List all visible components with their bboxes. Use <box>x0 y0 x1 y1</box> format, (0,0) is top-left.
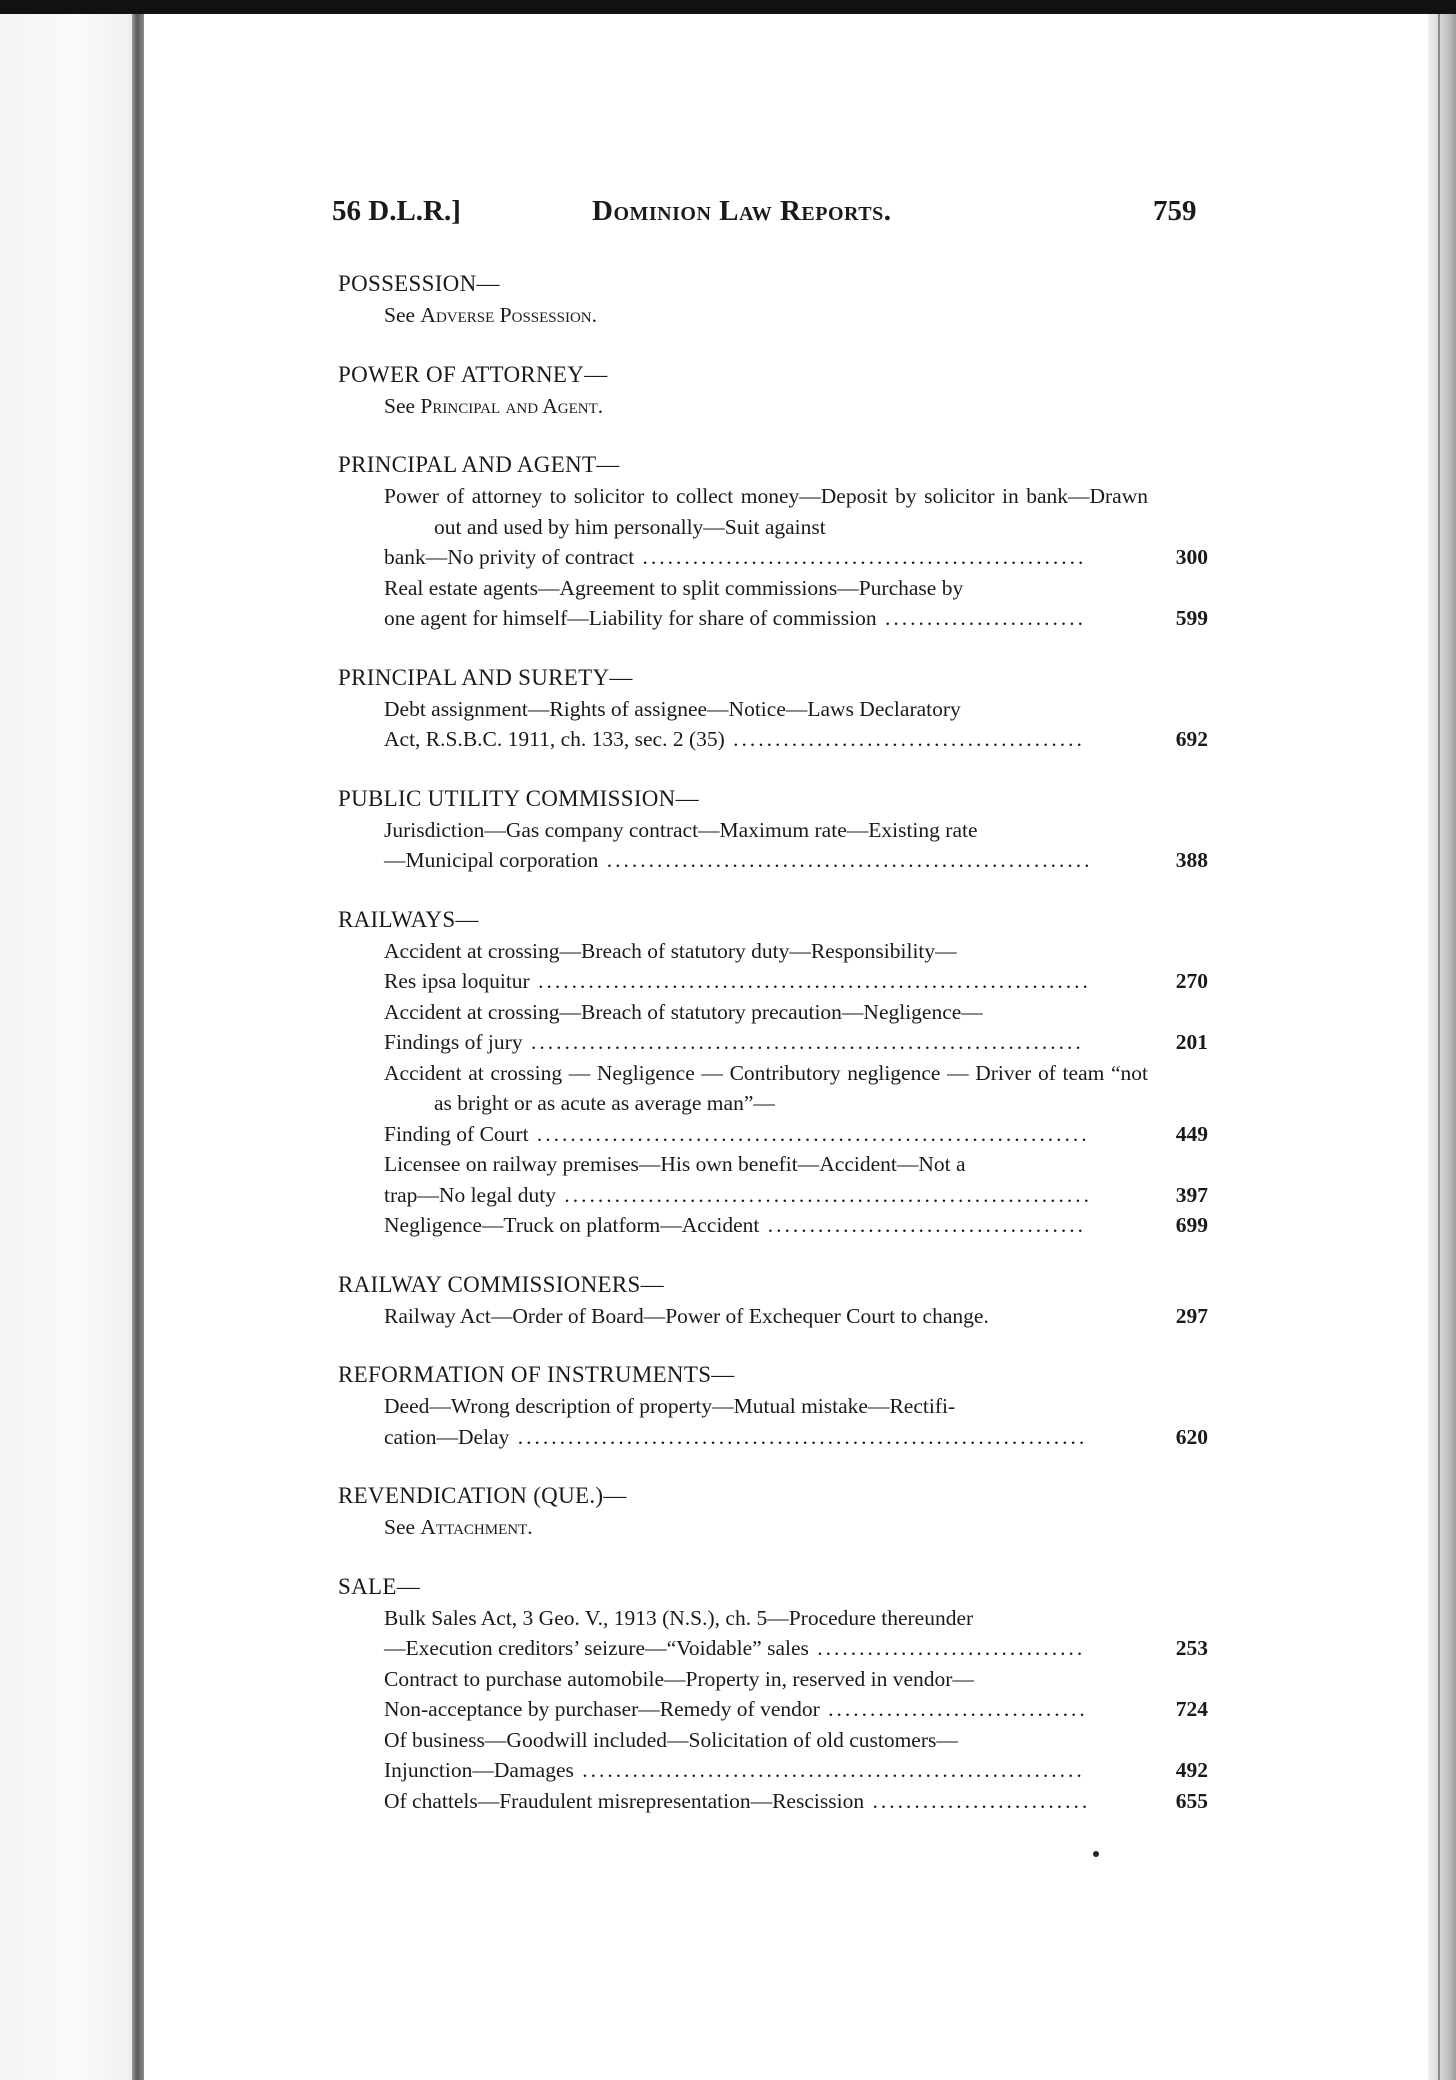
index-section <box>338 662 1208 755</box>
section-heading: RAILWAYS— <box>338 906 479 932</box>
page-reference: 699 <box>1175 1213 1208 1237</box>
entry-text-line: Findings of jury <box>384 1030 523 1054</box>
entry-last-line <box>384 845 1148 876</box>
right-page-edge <box>1428 14 1456 2080</box>
section-heading: RAILWAY COMMISSIONERS— <box>338 1271 664 1297</box>
section-heading: REFORMATION OF INSTRUMENTS— <box>338 1362 735 1387</box>
section-heading: SALE— <box>338 1573 420 1599</box>
entry-last-line <box>384 724 1148 755</box>
see-reference <box>384 1512 1208 1543</box>
page-binding-shadow <box>132 14 144 2080</box>
index-entry <box>384 1210 1208 1241</box>
dot-leader: .................................................................. <box>528 1121 1090 1146</box>
entry-text-line: Finding of Court <box>384 1121 529 1146</box>
see-prefix: See <box>384 1515 416 1539</box>
entry-text-line: Jurisdiction—Gas company contract—Maximum rate—Existing rate <box>384 817 978 842</box>
entry-text-line: Driver of team “not as bright or as acute as average man”— <box>434 1060 1149 1115</box>
entry-last-line <box>384 603 1148 634</box>
entry-text-line: —Execution creditors’ seizure—“Voidable” sales <box>384 1636 809 1660</box>
entry-last-line <box>384 1633 1148 1664</box>
index-entry <box>384 997 1208 1058</box>
section-heading: REVENDICATION (QUE.)— <box>338 1483 627 1508</box>
page-reference: 270 <box>1175 969 1208 993</box>
page-reference: 492 <box>1175 1758 1208 1782</box>
index-section <box>338 268 1208 331</box>
index-section <box>338 449 1208 634</box>
page-reference: 599 <box>1175 606 1208 630</box>
index-entry <box>384 1391 1208 1452</box>
index-entry <box>384 1058 1208 1150</box>
dot-leader: ............................................................... <box>555 1182 1092 1207</box>
entry-text-line: Accident at crossing—Breach of statutory precaution—Negligence— <box>384 999 983 1024</box>
index-section <box>338 1571 1208 1817</box>
entry-text-line: Res ipsa loquitur <box>384 969 530 993</box>
right-edge-line <box>1438 14 1440 2080</box>
index-entry <box>384 1664 1208 1725</box>
see-reference <box>384 391 1208 422</box>
page-reference: 253 <box>1175 1636 1208 1660</box>
dot-leader: .......................................... <box>724 727 1085 751</box>
entry-text-line: Real estate agents—Agreement to split commissions—Purchase by <box>384 575 964 600</box>
index-entry <box>384 694 1208 755</box>
entry-text-line: Debt assignment—Rights of assignee—Notice—Laws Declaratory <box>384 696 961 721</box>
index-entry <box>384 573 1208 634</box>
dot-leader: ..................................................... <box>634 545 1087 569</box>
page-reference: 449 <box>1175 1121 1208 1146</box>
entry-last-line <box>384 1180 1148 1211</box>
entry-text-line: —Municipal corporation <box>384 848 599 872</box>
see-target: Principal and Agent. <box>420 393 604 418</box>
index-section <box>338 1480 1208 1543</box>
section-heading: POSSESSION— <box>338 271 500 296</box>
page-reference: 655 <box>1175 1788 1208 1813</box>
dot-leader: .................................................................. <box>529 969 1091 993</box>
dot-leader: ............................... <box>819 1697 1088 1721</box>
index-body <box>338 268 1208 1844</box>
index-entry <box>384 815 1208 876</box>
entry-last-line <box>384 966 1148 997</box>
entry-last-line <box>384 1027 1148 1058</box>
page-reference: 297 <box>1175 1303 1208 1328</box>
entry-last-line <box>384 1119 1148 1150</box>
index-entry <box>384 1603 1208 1664</box>
index-section <box>338 1269 1208 1332</box>
dot-leader: .......................... <box>864 1788 1091 1813</box>
index-entry <box>384 936 1208 997</box>
dot-leader: .................................................................. <box>522 1030 1084 1054</box>
entry-last-line <box>384 1694 1148 1725</box>
page-number: 759 <box>1153 195 1197 227</box>
page-reference: 724 <box>1175 1697 1208 1721</box>
see-target: Adverse Possession. <box>420 303 598 327</box>
entry-text-line: Of business—Goodwill included—Solicitation of old customers— <box>384 1727 958 1752</box>
ink-speck <box>1093 1851 1099 1857</box>
index-section <box>338 904 1208 1241</box>
entry-last-line <box>384 1422 1148 1453</box>
entry-text-line: Licensee on railway premises—His own benefit—Accident—Not a <box>384 1152 966 1176</box>
section-heading: PUBLIC UTILITY COMMISSION— <box>338 785 699 811</box>
see-prefix: See <box>384 393 416 418</box>
dot-leader: ................................ <box>808 1636 1086 1660</box>
index-entry <box>384 1786 1208 1817</box>
page-reference: 388 <box>1175 848 1208 872</box>
index-section <box>338 783 1208 876</box>
index-section <box>338 359 1208 422</box>
page-reference: 201 <box>1175 1030 1208 1054</box>
entry-text-line: Injunction—Damages <box>384 1758 574 1782</box>
see-reference <box>384 300 1208 331</box>
entry-text-line: Deed—Wrong description of property—Mutual mistake—Rectifi- <box>384 1394 956 1418</box>
entry-text-line: Of chattels—Fraudulent misrepresentation—Rescission <box>384 1788 865 1813</box>
running-head-title: Dominion Law Reports. <box>592 195 892 227</box>
index-entry <box>384 1301 1208 1332</box>
dot-leader: ...................................... <box>759 1213 1086 1237</box>
section-heading: POWER OF ATTORNEY— <box>338 361 608 387</box>
section-heading: PRINCIPAL AND AGENT— <box>338 452 620 477</box>
running-head-volume: 56 D.L.R.] <box>332 195 461 227</box>
section-heading: PRINCIPAL AND SURETY— <box>338 664 633 690</box>
page-reference: 620 <box>1175 1424 1208 1449</box>
entry-last-line <box>384 1786 1148 1817</box>
index-section <box>338 1359 1208 1452</box>
dot-leader: .......................................................... <box>598 848 1093 872</box>
entry-text-line: Power of attorney to solicitor to collect money—Deposit by solicitor <box>384 484 995 508</box>
entry-text-line: Contract to purchase automobile—Property in, reserved in vendor— <box>384 1666 974 1691</box>
entry-text-line: Negligence—Truck on platform—Accident <box>384 1213 760 1237</box>
index-entry <box>384 1725 1208 1786</box>
entry-text-line: Non-acceptance by purchaser—Remedy of vendor <box>384 1697 820 1721</box>
index-entry <box>384 1149 1208 1210</box>
index-entry <box>384 481 1208 573</box>
dot-leader: ............................................................ <box>573 1758 1085 1782</box>
page-reference: 692 <box>1175 727 1208 751</box>
entry-text-line: trap—No legal duty <box>384 1182 556 1207</box>
left-gutter <box>0 14 132 2080</box>
entry-text-line: Act, R.S.B.C. 1911, ch. 133, sec. 2 (35) <box>384 727 725 751</box>
entry-text-line: in bank—Drawn out and used by him personally—Suit against <box>434 484 1149 539</box>
entry-last-line <box>384 1755 1148 1786</box>
entry-last-line <box>384 542 1148 573</box>
entry-text-line: Accident at crossing—Breach of statutory duty—Responsibility— <box>384 938 957 963</box>
entry-text-line: cation—Delay <box>384 1424 510 1449</box>
entry-text-line: one agent for himself—Liability for share of commission <box>384 606 877 630</box>
top-scan-edge <box>0 0 1456 14</box>
see-prefix: See <box>384 303 416 327</box>
entry-text-line: Accident at crossing — Negligence — Contributory negligence — <box>384 1060 969 1085</box>
dot-leader: ........................ <box>876 606 1086 630</box>
entry-text-line: Railway Act—Order of Board—Power of Exchequer Court to change. <box>384 1303 989 1328</box>
page-reference: 397 <box>1175 1182 1208 1207</box>
entry-last-line <box>384 1210 1148 1241</box>
see-target: Attachment. <box>420 1515 533 1539</box>
entry-text-line: bank—No privity of contract <box>384 545 635 569</box>
entry-last-line <box>384 1301 1148 1332</box>
page-reference: 300 <box>1175 545 1208 569</box>
entry-text-line: Bulk Sales Act, 3 Geo. V., 1913 (N.S.), ch. 5—Procedure thereunder <box>384 1605 974 1630</box>
dot-leader: .................................................................... <box>509 1424 1088 1449</box>
